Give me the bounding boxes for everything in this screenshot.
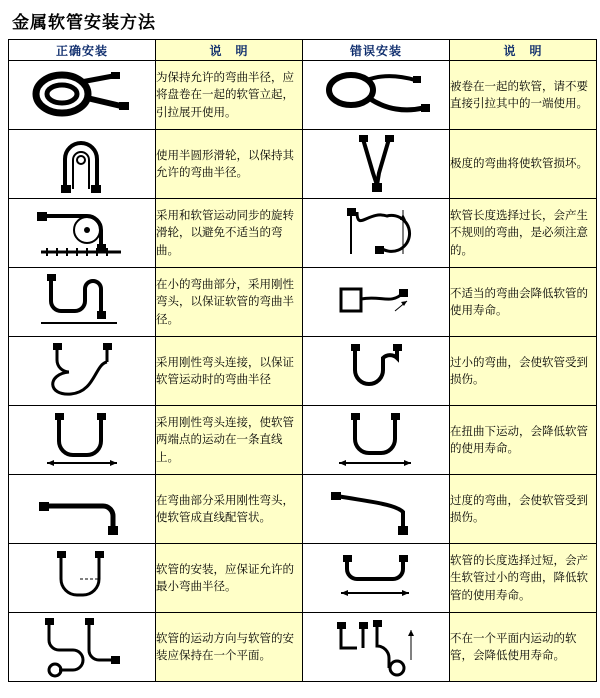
wrong-desc: 软管的长度选择过短，会产生软管过小的弯曲，降低软管的使用寿命。 bbox=[450, 544, 597, 613]
wrong-desc: 被卷在一起的软管，请不要直接引拉其中的一端使用。 bbox=[450, 61, 597, 130]
correct-desc: 采用和软管运动同步的旋转滑轮，以避免不适当的弯曲。 bbox=[156, 199, 303, 268]
rigid-bend-small-radius-correct-icon bbox=[9, 268, 156, 337]
twisted-motion-wrong-icon bbox=[303, 406, 450, 475]
table-row bbox=[9, 613, 597, 682]
table-row bbox=[9, 406, 597, 475]
table-row bbox=[9, 544, 597, 613]
coiled-hose-wrong-icon bbox=[303, 61, 450, 130]
header-wrong-desc: 说 明 bbox=[450, 40, 597, 61]
correct-desc: 为保持允许的弯曲半径，应将盘卷在一起的软管立起，引拉展开使用。 bbox=[156, 61, 303, 130]
rotating-pulley-correct-icon bbox=[9, 199, 156, 268]
table-row bbox=[9, 61, 597, 130]
correct-desc: 软管的运动方向与软管的安装应保持在一个平面。 bbox=[156, 613, 303, 682]
page-title: 金属软管安装方法 bbox=[12, 13, 156, 33]
correct-desc: 使用半圆形滑轮，以保持其允许的弯曲半径。 bbox=[156, 130, 303, 199]
table-body bbox=[9, 61, 597, 682]
wrong-desc: 极度的弯曲将使软管损坏。 bbox=[450, 130, 597, 199]
table-row bbox=[9, 475, 597, 544]
improper-bend-wrong-icon bbox=[303, 268, 450, 337]
minimum-bend-radius-correct-icon bbox=[9, 544, 156, 613]
wrong-desc: 不适当的弯曲会降低软管的使用寿命。 bbox=[450, 268, 597, 337]
wrong-desc: 过小的弯曲，会使软管受到损伤。 bbox=[450, 337, 597, 406]
wrong-desc: 在扭曲下运动，会降低软管的使用寿命。 bbox=[450, 406, 597, 475]
too-small-bend-wrong-icon bbox=[303, 337, 450, 406]
sharp-bend-wrong-icon bbox=[303, 130, 450, 199]
table-row bbox=[9, 268, 597, 337]
wrong-desc: 不在一个平面内运动的软管，会降低使用寿命。 bbox=[450, 613, 597, 682]
correct-desc: 在弯曲部分采用刚性弯头，使软管成直线配管状。 bbox=[156, 475, 303, 544]
semicircular-pulley-correct-icon bbox=[9, 130, 156, 199]
rigid-elbow-connection-correct-icon bbox=[9, 337, 156, 406]
correct-desc: 软管的安装，应保证允许的最小弯曲半径。 bbox=[156, 544, 303, 613]
excessive-bend-wrong-icon bbox=[303, 475, 450, 544]
same-plane-motion-correct-icon bbox=[9, 613, 156, 682]
wrong-desc: 软管长度选择过长，会产生不规则的弯曲，是必须注意的。 bbox=[450, 199, 597, 268]
table-row bbox=[9, 337, 597, 406]
table-row bbox=[9, 130, 597, 199]
header-correct-install: 正确安装 bbox=[9, 40, 156, 61]
coiled-hose-correct-icon bbox=[9, 61, 156, 130]
table-header bbox=[9, 40, 597, 61]
correct-desc: 在小的弯曲部分，采用刚性弯头，以保证软管的弯曲半径。 bbox=[156, 268, 303, 337]
wrong-desc: 过度的弯曲，会使软管受到损伤。 bbox=[450, 475, 597, 544]
u-shape-rigid-elbow-correct-icon bbox=[9, 406, 156, 475]
table-row bbox=[9, 199, 597, 268]
too-long-length-wrong-icon bbox=[303, 544, 450, 613]
different-plane-motion-wrong-icon bbox=[303, 613, 450, 682]
correct-desc: 采用刚性弯头连接，以保证软管运动时的弯曲半径 bbox=[156, 337, 303, 406]
correct-desc: 采用刚性弯头连接，使软管两端点的运动在一条直线上。 bbox=[156, 406, 303, 475]
installation-method-table bbox=[8, 39, 597, 682]
long-hose-irregular-bend-wrong-icon bbox=[303, 199, 450, 268]
header-wrong-install: 错误安装 bbox=[303, 40, 450, 61]
straight-pipe-rigid-elbow-correct-icon bbox=[9, 475, 156, 544]
table-header-row bbox=[9, 40, 597, 61]
header-correct-desc: 说 明 bbox=[156, 40, 303, 61]
